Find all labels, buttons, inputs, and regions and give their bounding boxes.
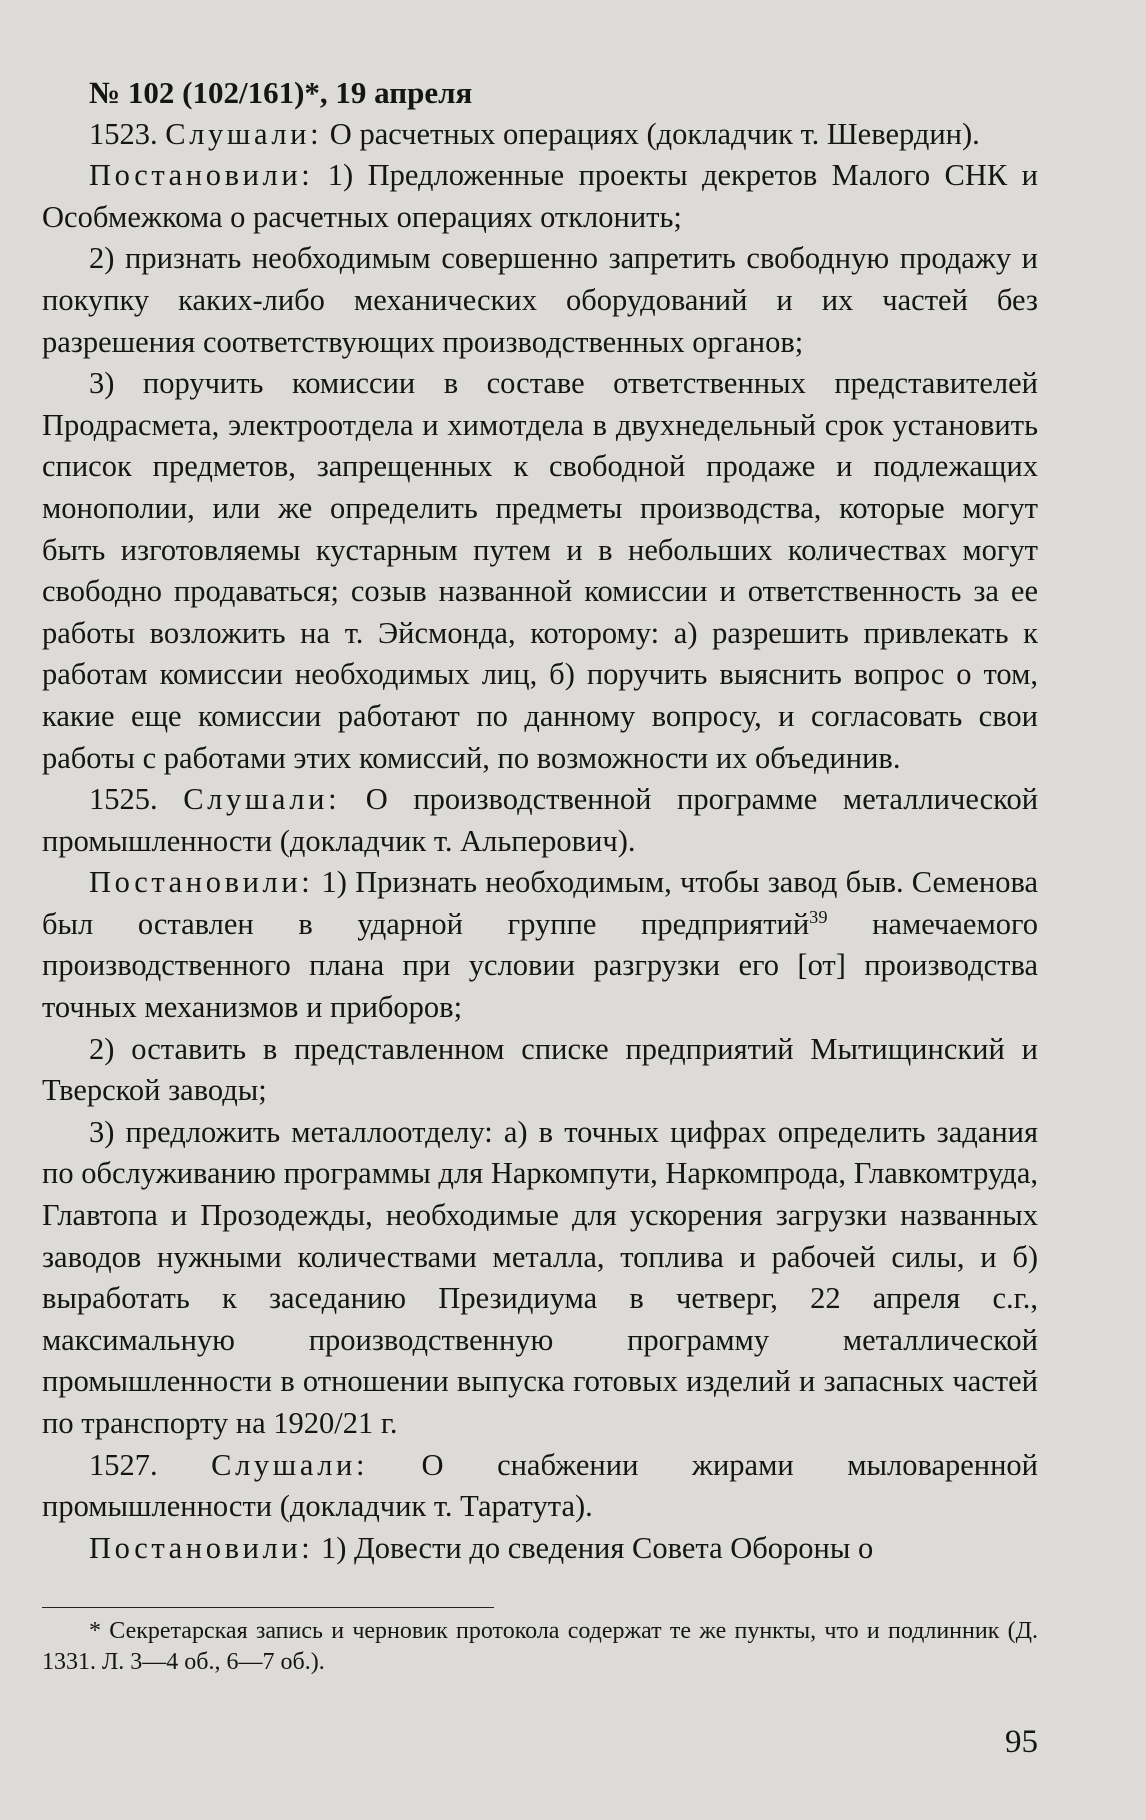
item-1525-heard: [42, 779, 1038, 862]
heard-text: О производственной программе металлической промышленности (докладчик т. Альперович).: [42, 782, 1039, 858]
item-1523-heard: [42, 114, 1038, 156]
heard-text: О снабжении жирами мыловаренной промышленности (докладчик т. Таратута).: [42, 1447, 1039, 1524]
decided-label: Постановили:: [89, 865, 314, 900]
decision-text-tail: намечаемого производственного плана при условии разгрузки его [от] производства точных механизмов и приборов;: [42, 906, 1039, 1025]
footnote: * Секретарская запись и черновик протокола содержат те же пункты, что и подлинник (Д. 1331. Л. 3—4 об., 6—7 об.).: [42, 1618, 1038, 1675]
decision-text: 1) Предложенные проекты декретов Малого СНК и Особмежкома о расчетных операциях отклонить;: [42, 158, 1039, 234]
item-number: 1523.: [89, 116, 158, 151]
decided-label: Постановили:: [89, 158, 314, 193]
item-number: 1527.: [89, 1447, 158, 1482]
page-number: 95: [1005, 1724, 1038, 1760]
decided-label: Постановили:: [89, 1530, 314, 1565]
decision-text: 1) Довести до сведения Совета Обороны о: [320, 1530, 874, 1565]
item-1523-decision-3: 3) поручить комиссии в составе ответственных представителей Продрасмета, электроотдела и химотдела в двухнедельный срок установить список предметов, запрещенных к свободной продаже и подлежащих монополии, или же определить предметы производства, которые могут быть изготовляемы кустарным путем и в небольших количествах могут свободно продаваться; созыв названной комиссии и ответственность за ее работы возложить на т. Эйсмонда, которому: а) разрешить привлекать к работам комиссии необходимых лиц, б) поручить выяснить вопрос о том, какие еще комиссии работают по данному вопросу, и согласовать свои работы с работами этих комиссий, по возможности их объединив.: [42, 366, 1038, 775]
heard-label: Слушали:: [165, 116, 323, 151]
item-1525-decision-1: [42, 862, 1038, 1028]
heard-label: Слушали:: [183, 782, 341, 817]
footnote-divider: [42, 1607, 494, 1608]
item-number: 1525.: [89, 782, 158, 817]
heard-text: О расчетных операциях (докладчик т. Шевердин).: [329, 116, 980, 151]
heard-label: Слушали:: [211, 1447, 369, 1482]
item-1527-heard: [42, 1445, 1038, 1528]
text-column: [42, 72, 1038, 1569]
item-1525-decision-2: 2) оставить в представленном списке предприятий Мытищинский и Тверской заводы;: [42, 1031, 1038, 1108]
item-1523-decision-2: 2) признать необходимым совершенно запретить свободную продажу и покупку каких-либо механических оборудований и их частей без разрешения соответствующих производственных органов;: [42, 241, 1038, 359]
item-1525-decision-3: 3) предложить металлоотделу: а) в точных цифрах определить задания по обслуживанию программы для Наркомпути, Наркомпрода, Главкомтруда, Главтопа и Прозодежды, необходимые для ускорения загрузки названных заводов нужными количествами металла, топлива и рабочей силы, и б) выработать к заседанию Президиума в четверг, 22 апреля с.г., максимальную производственную программу металлической промышленности в отношении выпуска готовых изделий и запасных частей по транспорту на 1920/21 г.: [42, 1114, 1038, 1440]
note-ref: 39: [809, 906, 828, 927]
decision-text: 1) Признать необходимым, чтобы завод быв. Семенова был оставлен в ударной группе предприятий: [42, 865, 1039, 941]
item-1527-decision-1: [42, 1528, 1038, 1570]
protocol-heading: № 102 (102/161)*, 19 апреля: [89, 75, 473, 110]
item-1523-decision-1: [42, 155, 1038, 238]
